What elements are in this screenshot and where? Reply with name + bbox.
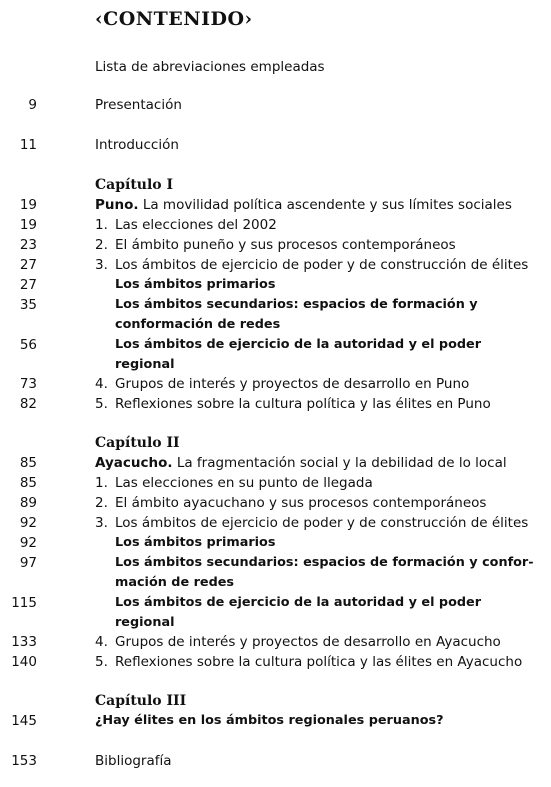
- entry-text: Reflexiones sobre la cultura política y las élites en Ayacucho: [115, 654, 523, 670]
- subsection-title: Los ámbitos de ejercicio de la autoridad y el poder regional: [115, 595, 482, 630]
- item-number: 5.: [95, 396, 108, 412]
- page-number: 35: [19, 297, 37, 313]
- subsection-title: Los ámbitos primarios: [115, 277, 276, 292]
- section-title: [95, 195, 545, 215]
- toc-entry[interactable]: [0, 493, 551, 513]
- toc-entry[interactable]: [0, 433, 551, 453]
- chapter-heading: Capítulo II: [95, 435, 180, 451]
- item-number: 4.: [95, 634, 108, 650]
- entry-text: Reflexiones sobre la cultura política y las élites en Puno: [115, 396, 491, 412]
- toc-entry[interactable]: [0, 453, 551, 473]
- subsection-title: Los ámbitos secundarios: espacios de formación y conformación de redes: [115, 297, 478, 332]
- page-number: 23: [19, 237, 37, 253]
- page-number: 89: [19, 495, 37, 511]
- section-title: [95, 235, 545, 255]
- item-number: 2.: [95, 495, 108, 511]
- page-number: 133: [11, 634, 37, 650]
- entry-text: Los ámbitos de ejercicio de poder y de construcción de élites: [115, 515, 529, 531]
- page-number: 27: [19, 277, 37, 293]
- toc-entry[interactable]: [0, 135, 551, 155]
- page-number: 82: [19, 396, 37, 412]
- toc-entry[interactable]: [0, 195, 551, 215]
- page-number: 11: [19, 137, 37, 153]
- entry-text: La movilidad política ascendente y sus límites sociales: [142, 197, 512, 213]
- page-number: 19: [19, 197, 37, 213]
- toc-entry[interactable]: [0, 533, 551, 553]
- page-number: 85: [19, 475, 37, 491]
- toc-entry[interactable]: [0, 335, 551, 372]
- region-name: Puno.: [95, 197, 139, 213]
- item-number: 2.: [95, 237, 108, 253]
- entry-text: Las elecciones en su punto de llegada: [115, 475, 373, 491]
- entry-text: El ámbito ayacuchano y sus procesos contemporáneos: [115, 495, 487, 511]
- toc-entry[interactable]: [0, 513, 551, 533]
- entry-text: Grupos de interés y proyectos de desarrollo en Puno: [115, 376, 470, 392]
- page-number: 97: [19, 555, 37, 571]
- page-number: 73: [19, 376, 37, 392]
- page-number: 140: [11, 654, 37, 670]
- entry-text: Los ámbitos de ejercicio de poder y de construcción de élites: [115, 257, 529, 273]
- page-number: 153: [11, 753, 37, 769]
- toc-entry[interactable]: [0, 632, 551, 652]
- entry-text: La fragmentación social y la debilidad de lo local: [176, 455, 507, 471]
- item-number: 5.: [95, 654, 108, 670]
- section-title: [95, 57, 545, 77]
- section-title: [95, 453, 545, 473]
- section-title: [95, 652, 545, 672]
- page-number: 115: [11, 595, 37, 611]
- chapter-heading: Capítulo III: [95, 693, 187, 709]
- item-number: 3.: [95, 515, 108, 531]
- entry-text: Las elecciones del 2002: [115, 217, 277, 233]
- entry-text: Grupos de interés y proyectos de desarrollo en Ayacucho: [115, 634, 501, 650]
- item-number: 4.: [95, 376, 108, 392]
- page-number: 85: [19, 455, 37, 471]
- entry-text: Lista de abreviaciones empleadas: [95, 59, 325, 75]
- toc-entry[interactable]: [0, 95, 551, 115]
- page-number: 92: [19, 535, 37, 551]
- subsection-title: Los ámbitos primarios: [115, 535, 276, 550]
- section-title: [95, 255, 545, 275]
- section-title: ¿Hay élites en los ámbitos regionales peruanos?: [95, 713, 444, 728]
- page-number: 9: [28, 97, 37, 113]
- page-number: 19: [19, 217, 37, 233]
- subsection-title: Los ámbitos secundarios: espacios de formación y confor-mación de redes: [115, 555, 534, 590]
- region-name: Ayacucho.: [95, 455, 173, 471]
- page-number: 145: [11, 713, 37, 729]
- section-title: [95, 632, 545, 652]
- section-title: [95, 513, 545, 533]
- chapter-heading: Capítulo I: [95, 177, 174, 193]
- toc-entry[interactable]: [0, 255, 551, 275]
- item-number: 1.: [95, 217, 108, 233]
- entry-text: Introducción: [95, 137, 179, 153]
- toc-entry[interactable]: [0, 691, 551, 711]
- entry-text: Presentación: [95, 97, 182, 113]
- toc-entry[interactable]: [0, 235, 551, 255]
- toc-entry[interactable]: [0, 57, 551, 77]
- toc-entry[interactable]: [0, 711, 551, 731]
- section-title: [95, 493, 545, 513]
- page-number: 27: [19, 257, 37, 273]
- item-number: 1.: [95, 475, 108, 491]
- toc-entry[interactable]: [0, 215, 551, 235]
- toc-entry[interactable]: [0, 593, 551, 630]
- toc-entry[interactable]: [0, 175, 551, 195]
- section-title: [95, 135, 545, 155]
- entry-text: Bibliografía: [95, 753, 172, 769]
- section-title: [95, 215, 545, 235]
- entry-text: El ámbito puneño y sus procesos contemporáneos: [115, 237, 456, 253]
- page-number: 56: [19, 337, 37, 353]
- toc-entry[interactable]: [0, 751, 551, 771]
- section-title: [95, 95, 545, 115]
- toc-entry[interactable]: [0, 652, 551, 672]
- item-number: 3.: [95, 257, 108, 273]
- page-number: 92: [19, 515, 37, 531]
- toc-entry[interactable]: [0, 394, 551, 414]
- toc-entry[interactable]: [0, 295, 551, 332]
- page-title: ‹CONTENIDO›: [95, 8, 253, 30]
- section-title: [95, 394, 545, 414]
- section-title: [95, 473, 545, 493]
- toc-entry[interactable]: [0, 473, 551, 493]
- toc-entry[interactable]: [0, 374, 551, 394]
- subsection-title: Los ámbitos de ejercicio de la autoridad y el poder regional: [115, 337, 482, 372]
- toc-entry[interactable]: [0, 553, 551, 590]
- section-title: [95, 374, 545, 394]
- section-title: [95, 751, 545, 771]
- toc-entry[interactable]: [0, 275, 551, 295]
